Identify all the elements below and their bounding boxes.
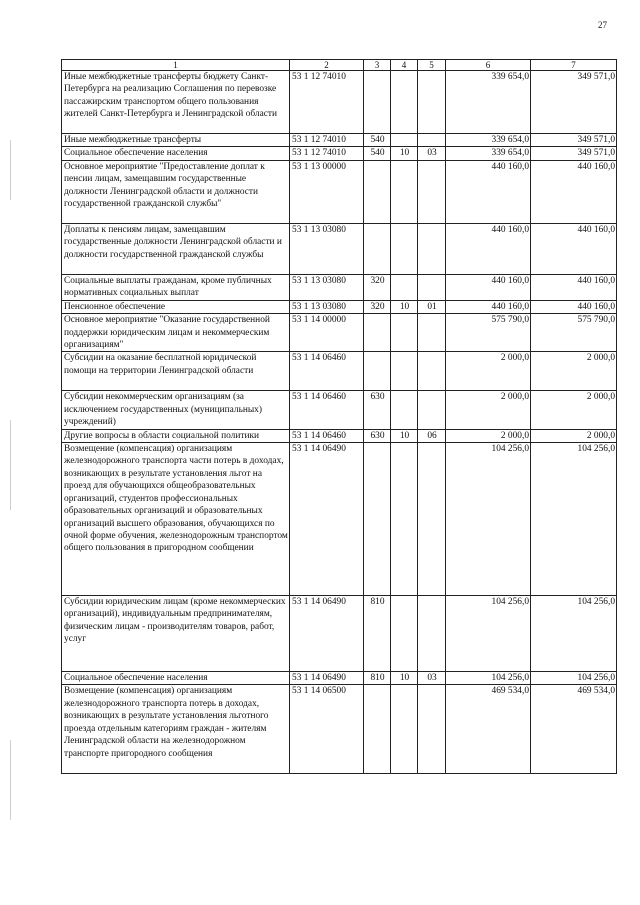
row-code-cell: 53 1 13 03080	[290, 300, 364, 313]
row-value6-cell: 440 160,0	[446, 223, 531, 274]
row-value6-cell: 469 534,0	[446, 685, 531, 774]
row-code-cell: 53 1 14 06490	[290, 443, 364, 596]
row-col5-cell	[418, 596, 446, 672]
header-cell: 3	[364, 60, 391, 71]
table-row	[62, 147, 617, 160]
row-col3-cell	[364, 160, 391, 223]
row-value7-cell: 440 160,0	[531, 160, 617, 223]
row-name-cell: Социальные выплаты гражданам, кроме публичных нормативных социальных выплат	[62, 274, 290, 300]
row-col5-cell	[418, 71, 446, 134]
row-col5-cell: 01	[418, 300, 446, 313]
table-row	[62, 134, 617, 147]
row-col5-cell	[418, 274, 446, 300]
budget-table	[61, 59, 617, 774]
row-col3-cell: 630	[364, 429, 391, 442]
row-value6-cell: 440 160,0	[446, 160, 531, 223]
row-col5-cell	[418, 223, 446, 274]
row-value6-cell: 440 160,0	[446, 274, 531, 300]
row-value7-cell: 349 571,0	[531, 147, 617, 160]
row-value7-cell: 104 256,0	[531, 672, 617, 685]
row-col4-cell	[391, 596, 418, 672]
row-col3-cell	[364, 443, 391, 596]
row-value6-cell: 2 000,0	[446, 429, 531, 442]
row-code-cell: 53 1 13 03080	[290, 274, 364, 300]
row-name-cell: Иные межбюджетные трансферты бюджету Санкт-Петербурга на реализацию Соглашения по перевозке пассажирским транспортом общего пользования жителей Санкт-Петербурга и Ленинградской области	[62, 71, 290, 134]
row-value7-cell: 440 160,0	[531, 274, 617, 300]
row-code-cell: 53 1 12 74010	[290, 71, 364, 134]
row-col4-cell: 10	[391, 147, 418, 160]
header-cell: 5	[418, 60, 446, 71]
row-name-cell: Доплаты к пенсиям лицам, замещавшим государственные должности Ленинградской области и должности государственной гражданской службы	[62, 223, 290, 274]
table-row	[62, 443, 617, 596]
row-value7-cell: 440 160,0	[531, 300, 617, 313]
table-row	[62, 685, 617, 774]
row-code-cell: 53 1 14 06490	[290, 672, 364, 685]
row-col3-cell: 540	[364, 147, 391, 160]
row-name-cell: Основное мероприятие "Оказание государственной поддержки юридическим лицам и некоммерческим организациям"	[62, 314, 290, 352]
row-code-cell: 53 1 14 06460	[290, 429, 364, 442]
row-col3-cell: 630	[364, 391, 391, 429]
row-value7-cell: 575 790,0	[531, 314, 617, 352]
header-cell: 6	[446, 60, 531, 71]
row-col3-cell	[364, 314, 391, 352]
row-col3-cell	[364, 223, 391, 274]
row-col5-cell	[418, 134, 446, 147]
row-code-cell: 53 1 14 06460	[290, 352, 364, 391]
page-number: 27	[598, 20, 607, 30]
row-value7-cell: 2 000,0	[531, 429, 617, 442]
row-col5-cell	[418, 314, 446, 352]
row-value6-cell: 339 654,0	[446, 147, 531, 160]
table-row	[62, 596, 617, 672]
row-col3-cell: 540	[364, 134, 391, 147]
table-row	[62, 71, 617, 134]
row-name-cell: Возмещение (компенсация) организациям железнодорожного транспорта части потерь в доходах, возникающих в результате установления льгот на проезд для обучающихся общеобразовательных организаций, студентов профессиональных образовательных организаций и образовательных организаций высшего образования, обучающихся по очной форме обучения, железнодорожным транспортом общего пользования в пригородном сообщении	[62, 443, 290, 596]
table-row	[62, 672, 617, 685]
scan-edge-mark	[10, 740, 11, 820]
row-col4-cell	[391, 443, 418, 596]
row-col5-cell: 03	[418, 672, 446, 685]
header-cell: 2	[290, 60, 364, 71]
row-col5-cell: 03	[418, 147, 446, 160]
row-col4-cell	[391, 352, 418, 391]
scan-edge-mark	[10, 420, 11, 510]
row-value6-cell: 2 000,0	[446, 391, 531, 429]
row-col4-cell	[391, 685, 418, 774]
row-value7-cell: 2 000,0	[531, 352, 617, 391]
row-col4-cell	[391, 314, 418, 352]
row-code-cell: 53 1 14 06460	[290, 391, 364, 429]
table-row	[62, 223, 617, 274]
row-col4-cell	[391, 223, 418, 274]
row-col4-cell: 10	[391, 429, 418, 442]
row-value6-cell: 440 160,0	[446, 300, 531, 313]
row-code-cell: 53 1 13 03080	[290, 223, 364, 274]
table-row	[62, 300, 617, 313]
row-name-cell: Иные межбюджетные трансферты	[62, 134, 290, 147]
row-value7-cell: 104 256,0	[531, 443, 617, 596]
table-row	[62, 391, 617, 429]
row-code-cell: 53 1 14 06500	[290, 685, 364, 774]
row-col4-cell: 10	[391, 300, 418, 313]
row-value6-cell: 104 256,0	[446, 596, 531, 672]
row-col5-cell	[418, 443, 446, 596]
row-code-cell: 53 1 13 00000	[290, 160, 364, 223]
row-name-cell: Социальное обеспечение населения	[62, 672, 290, 685]
row-name-cell: Социальное обеспечение населения	[62, 147, 290, 160]
row-col4-cell	[391, 391, 418, 429]
row-col5-cell	[418, 685, 446, 774]
row-col4-cell	[391, 274, 418, 300]
row-name-cell: Основное мероприятие "Предоставление доплат к пенсии лицам, замещавшим государственные должности Ленинградской области и должности государственной гражданской службы"	[62, 160, 290, 223]
row-col3-cell: 810	[364, 672, 391, 685]
row-name-cell: Субсидии некоммерческим организациям (за исключением государственных (муниципальных) учреждений)	[62, 391, 290, 429]
header-cell: 7	[531, 60, 617, 71]
row-value7-cell: 349 571,0	[531, 134, 617, 147]
row-name-cell: Возмещение (компенсация) организациям железнодорожного транспорта потерь в доходах, возникающих в результате установления льготного проезда отдельным категориям граждан - жителям Ленинградской области на железнодорожном транспорте пригородного сообщения	[62, 685, 290, 774]
table-row	[62, 429, 617, 442]
row-value6-cell: 339 654,0	[446, 134, 531, 147]
header-cell: 1	[62, 60, 290, 71]
table-row	[62, 160, 617, 223]
row-col3-cell	[364, 71, 391, 134]
row-value6-cell: 339 654,0	[446, 71, 531, 134]
row-value7-cell: 440 160,0	[531, 223, 617, 274]
row-col5-cell	[418, 352, 446, 391]
table-header-row	[62, 60, 617, 71]
table-row	[62, 352, 617, 391]
row-name-cell: Субсидии на оказание бесплатной юридической помощи на территории Ленинградской области	[62, 352, 290, 391]
row-value6-cell: 2 000,0	[446, 352, 531, 391]
row-name-cell: Другие вопросы в области социальной политики	[62, 429, 290, 442]
row-code-cell: 53 1 14 06490	[290, 596, 364, 672]
row-value7-cell: 349 571,0	[531, 71, 617, 134]
row-col3-cell	[364, 352, 391, 391]
row-value6-cell: 104 256,0	[446, 443, 531, 596]
row-col5-cell: 06	[418, 429, 446, 442]
row-code-cell: 53 1 14 00000	[290, 314, 364, 352]
row-col5-cell	[418, 160, 446, 223]
scan-edge-mark	[10, 140, 11, 200]
row-col4-cell	[391, 160, 418, 223]
row-col3-cell: 810	[364, 596, 391, 672]
row-code-cell: 53 1 12 74010	[290, 147, 364, 160]
row-col4-cell: 10	[391, 672, 418, 685]
row-value7-cell: 469 534,0	[531, 685, 617, 774]
row-col4-cell	[391, 134, 418, 147]
row-name-cell: Субсидии юридическим лицам (кроме некоммерческих организаций), индивидуальным предпринимателям, физическим лицам - производителям товаров, работ, услуг	[62, 596, 290, 672]
row-name-cell: Пенсионное обеспечение	[62, 300, 290, 313]
table-row	[62, 314, 617, 352]
row-col3-cell: 320	[364, 300, 391, 313]
table-row	[62, 274, 617, 300]
row-col3-cell: 320	[364, 274, 391, 300]
header-cell: 4	[391, 60, 418, 71]
row-value6-cell: 104 256,0	[446, 672, 531, 685]
row-col5-cell	[418, 391, 446, 429]
row-value7-cell: 2 000,0	[531, 391, 617, 429]
row-col4-cell	[391, 71, 418, 134]
row-code-cell: 53 1 12 74010	[290, 134, 364, 147]
row-col3-cell	[364, 685, 391, 774]
row-value6-cell: 575 790,0	[446, 314, 531, 352]
row-value7-cell: 104 256,0	[531, 596, 617, 672]
